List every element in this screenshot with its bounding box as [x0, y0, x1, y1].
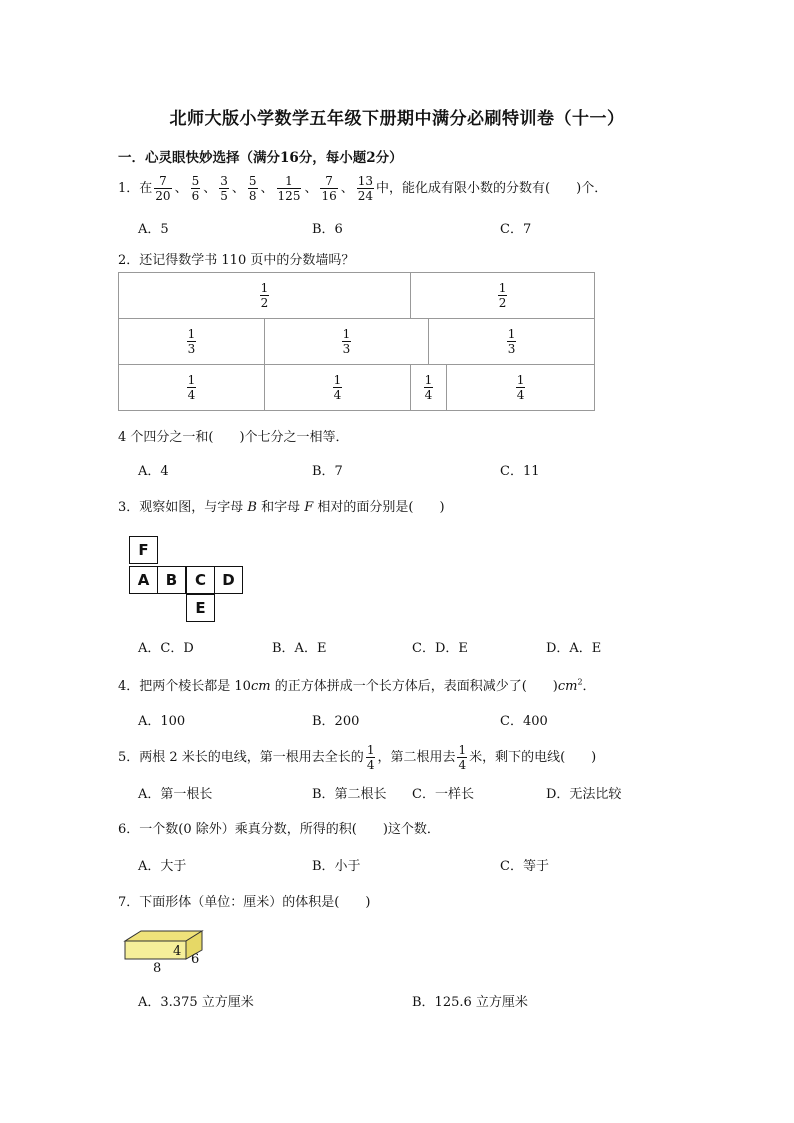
q6-option-c[interactable]: C．等于	[500, 859, 549, 874]
fraction-wall	[118, 272, 595, 411]
q7-option-b[interactable]: B．125.6 立方厘米	[412, 995, 528, 1010]
q2-option-c[interactable]: C．11	[500, 464, 540, 479]
q1-suffix: 中，能化成有限小数的分数有( )个．	[376, 181, 608, 196]
question-5: 5．两根 2 米长的电线，第一根用去全长的 $\frac{1}{4}$ ，第二根用去 $\frac{1}{4}$ 米，剩下的电线( )	[118, 743, 597, 772]
q5-option-a[interactable]: A．第一根长	[138, 787, 213, 802]
q1-option-c[interactable]: C．7	[500, 222, 532, 237]
q3-option-d[interactable]: D．A．E	[546, 641, 602, 656]
question-4: 4．把两个棱长都是 10cm 的正方体拼成一个长方体后，表面积减少了( )$cm^2$．	[118, 677, 596, 694]
q6-stem: 6．一个数(0 除外）乘真分数，所得的积( )这个数．	[118, 822, 440, 837]
question-1: 1．在 $\frac{7}{20}$ 、 $\frac{5}{6}$ 、 $\frac{3}{5}$ 、 $\frac{5}{8}$ 、 $\frac{1}{125}$ 、 $\frac{7}{16}$ 、 $\frac{13}{24}$ 中，能化成有限小数的分数有( )个．	[118, 174, 608, 203]
q1-option-b[interactable]: B．6	[312, 222, 343, 237]
q2-option-a[interactable]: A．4	[138, 464, 169, 479]
q2-option-b[interactable]: B．7	[312, 464, 343, 479]
fraction: $\frac{7}{20}$	[155, 174, 171, 203]
page-title: 北师大版小学数学五年级下册期中满分必刷特训卷（十一）	[169, 109, 625, 129]
q5-option-b[interactable]: B．第二根长	[312, 787, 387, 802]
letter-b: B	[247, 500, 257, 515]
q3-option-a[interactable]: A．C．D	[138, 641, 194, 656]
net-face-e: E	[186, 594, 215, 622]
wall-cell-third: $\frac{1}{3}$	[429, 319, 595, 365]
q5-option-c[interactable]: C．一样长	[412, 787, 474, 802]
q1-option-a[interactable]: A．5	[138, 222, 169, 237]
fraction: $\frac{1}{125}$	[277, 174, 301, 203]
q7-option-a[interactable]: A．3.375 立方厘米	[138, 995, 254, 1010]
fraction: $\frac{1}{4}$	[366, 743, 375, 772]
dim-height: 4	[173, 944, 182, 959]
net-face-d: D	[214, 566, 243, 594]
wall-cell-quarter: $\frac{1}{4}$	[411, 365, 447, 411]
q6-option-a[interactable]: A．大于	[138, 859, 187, 874]
wall-row-halves	[119, 273, 595, 319]
cuboid-figure	[118, 926, 218, 976]
question-3: 3．观察如图，与字母 B 和字母 F 相对的面分别是( )	[118, 500, 445, 515]
fraction: $\frac{5}{6}$	[191, 174, 200, 203]
q1-prefix: 1．在	[118, 181, 153, 196]
net-face-f: F	[129, 536, 158, 564]
wall-cell-third: $\frac{1}{3}$	[119, 319, 265, 365]
wall-cell-quarter: $\frac{1}{4}$	[447, 365, 595, 411]
q4-option-c[interactable]: C．400	[500, 714, 548, 729]
q4-option-a[interactable]: A．100	[138, 714, 186, 729]
wall-cell-quarter: $\frac{1}{4}$	[119, 365, 265, 411]
section-heading: 一．心灵眼快妙选择（满分16分，每小题2分）	[118, 150, 403, 166]
wall-cell-half: $\frac{1}{2}$	[411, 273, 595, 319]
wall-row-thirds	[119, 319, 595, 365]
wall-cell-third: $\frac{1}{3}$	[265, 319, 429, 365]
fraction: $\frac{13}{24}$	[357, 174, 374, 203]
wall-cell-quarter: $\frac{1}{4}$	[265, 365, 411, 411]
net-face-c: C	[186, 566, 215, 594]
q5-option-d[interactable]: D．无法比较	[546, 787, 622, 802]
fraction: $\frac{1}{4}$	[458, 743, 467, 772]
q7-stem: 7．下面形体（单位：厘米）的体积是( )	[118, 895, 371, 910]
dim-length: 8	[153, 961, 162, 976]
fraction: $\frac{7}{16}$	[321, 174, 337, 203]
fraction: $\frac{3}{5}$	[220, 174, 228, 203]
wall-cell-half: $\frac{1}{2}$	[119, 273, 411, 319]
dim-width: 6	[191, 952, 200, 967]
fraction: $\frac{5}{8}$	[248, 174, 257, 203]
letter-f: F	[304, 500, 314, 515]
q2-stem: 2．还记得数学书 110 页中的分数墙吗？	[118, 253, 355, 268]
net-face-a: A	[129, 566, 158, 594]
wall-row-quarters	[119, 365, 595, 411]
net-face-b: B	[157, 566, 186, 594]
q3-option-b[interactable]: B．A．E	[272, 641, 327, 656]
q2-sub: 4 个四分之一和( )个七分之一相等．	[118, 430, 349, 445]
q6-option-b[interactable]: B．小于	[312, 859, 361, 874]
q3-option-c[interactable]: C．D．E	[412, 641, 468, 656]
q4-option-b[interactable]: B．200	[312, 714, 360, 729]
